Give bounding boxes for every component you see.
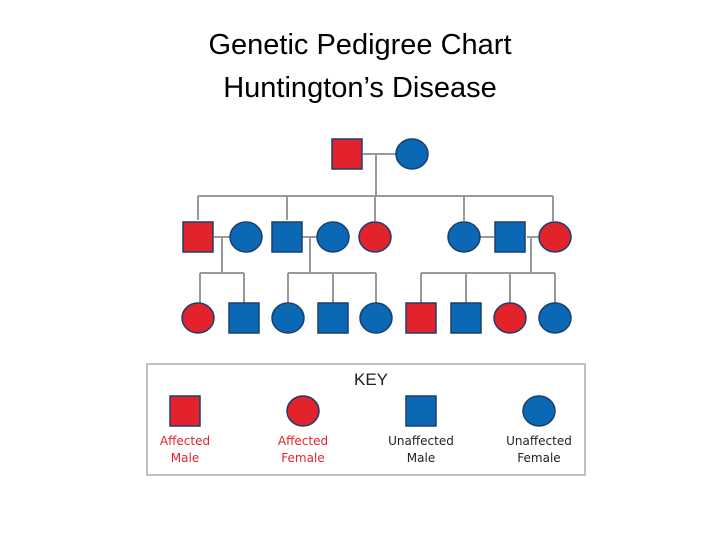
gen2-individual-unaffected-female [230,222,262,252]
gen3-individual-unaffected-male [451,303,481,333]
key-label: Female [517,451,561,465]
gen3-individual-unaffected-female [539,303,571,333]
chart-title-line-1: Genetic Pedigree Chart [208,29,512,61]
gen3-individual-affected-female [182,303,214,333]
gen1-individual-unaffected-female [396,139,428,169]
gen3-individual-unaffected-female [360,303,392,333]
gen3-individual-unaffected-male [229,303,259,333]
gen2-individual-unaffected-female [448,222,480,252]
gen2-individual-affected-male [183,222,213,252]
gen2-individual-unaffected-male [495,222,525,252]
key-label: Affected [277,434,329,448]
gen2-individual-unaffected-female [317,222,349,252]
key-label: Female [281,451,325,465]
key-symbol-unaffected-male [406,396,436,426]
key-legend [147,364,585,475]
chart-title-line-2: Huntington’s Disease [223,72,497,104]
gen3-individual-affected-male [406,303,436,333]
key-symbol-affected-female [287,396,319,426]
key-symbol-affected-male [170,396,200,426]
gen1-individual-affected-male [332,139,362,169]
gen3-individual-unaffected-male [318,303,348,333]
gen2-individual-unaffected-male [272,222,302,252]
gen2-individual-affected-female [359,222,391,252]
key-label: Unaffected [388,434,454,448]
key-heading: KEY [353,370,389,389]
gen3-individual-unaffected-female [272,303,304,333]
key-label: Male [170,451,200,465]
key-label: Affected [159,434,211,448]
gen3-individual-affected-female [494,303,526,333]
key-label: Unaffected [506,434,572,448]
key-label: Male [406,451,436,465]
key-symbol-unaffected-female [523,396,555,426]
gen2-individual-affected-female [539,222,571,252]
